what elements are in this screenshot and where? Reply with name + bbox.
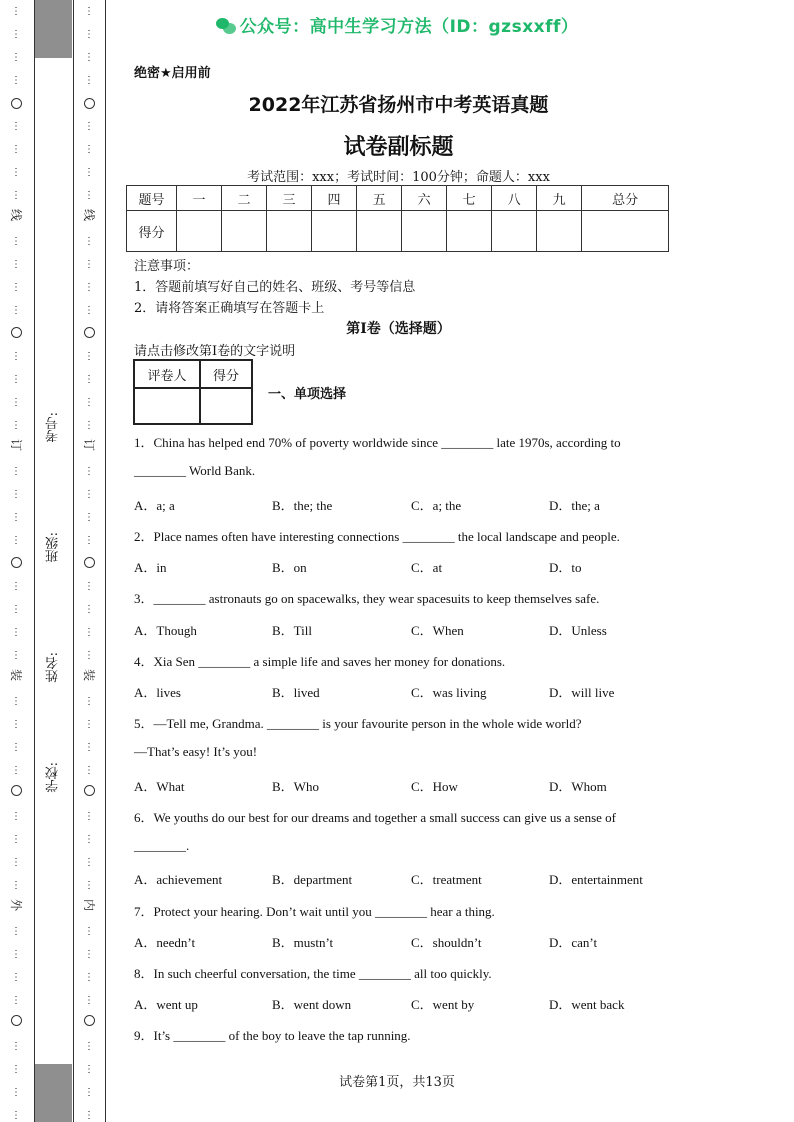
score-header-cell: 总分 (582, 186, 669, 211)
binding-circle (84, 98, 95, 109)
binding-dot: ⋮ (11, 719, 21, 730)
score-header-cell: 题号 (127, 186, 177, 211)
binding-dot: ⋮ (11, 857, 21, 868)
option-d[interactable]: D．entertainment (549, 872, 643, 887)
question-text: 7．Protect your hearing. Don’t wait until you ________ hear a thing. (134, 904, 495, 919)
binding-dot: ⋮ (84, 259, 94, 270)
binding-dot: ⋮ (11, 374, 21, 385)
option-b[interactable]: B．Till (272, 623, 312, 638)
option-b[interactable]: B．lived (272, 685, 320, 700)
binding-dot: ⋮ (11, 811, 21, 822)
score-cell (312, 211, 357, 252)
binding-dot: ⋮ (11, 6, 21, 17)
option-d[interactable]: D．Whom (549, 779, 607, 794)
option-c[interactable]: C．was living (411, 685, 487, 700)
wechat-banner-text: 公众号：高中生学习方法（ID：gzsxxff） (239, 17, 579, 37)
binding-dot: ⋮ (84, 282, 94, 293)
binding-dot: ⋮ (11, 1064, 21, 1075)
binding-dot: ⋮ (11, 167, 21, 178)
binding-char: 装 (82, 668, 96, 681)
score-header-cell: 一 (177, 186, 222, 211)
binding-dot: ⋮ (84, 167, 94, 178)
binding-dot: ⋮ (11, 236, 21, 247)
question-text: 8．In such cheerful conversation, the time ________ all too quickly. (134, 966, 492, 981)
option-c[interactable]: C．at (411, 560, 443, 575)
binding-dot: ⋮ (11, 880, 21, 891)
score-cell (537, 211, 582, 252)
binding-dot: ⋮ (84, 512, 94, 523)
option-b[interactable]: B．mustn’t (272, 935, 334, 950)
binding-dot: ⋮ (84, 52, 94, 63)
binding-dot: ⋮ (11, 1110, 21, 1121)
binding-dot: ⋮ (84, 75, 94, 86)
option-c[interactable]: C．a; the (411, 498, 462, 513)
notes-item: 1．答题前填写好自己的姓名、班级、考号等信息 (134, 280, 416, 295)
page-subtitle: 试卷副标题 (343, 135, 454, 160)
binding-char: 线 (82, 208, 96, 221)
binding-dot: ⋮ (84, 581, 94, 592)
binding-dot: ⋮ (84, 627, 94, 638)
option-a[interactable]: A．in (134, 560, 167, 575)
binding-dot: ⋮ (11, 765, 21, 776)
score-cell (222, 211, 267, 252)
score-row-label: 得分 (127, 211, 177, 252)
binding-dot: ⋮ (84, 742, 94, 753)
option-a[interactable]: A．went up (134, 997, 198, 1012)
question-text: ________. (134, 838, 190, 853)
binding-dot: ⋮ (84, 535, 94, 546)
score-cell (267, 211, 312, 252)
binding-dot: ⋮ (84, 949, 94, 960)
binding-circle (11, 785, 22, 796)
question-text: 2．Place names often have interesting connections ________ the local landscape and people. (134, 529, 620, 544)
option-a[interactable]: A．needn’t (134, 935, 196, 950)
binding-dot: ⋮ (11, 29, 21, 40)
option-b[interactable]: B．department (272, 872, 353, 887)
page-footer: 试卷第1页，共13页 (339, 1075, 455, 1090)
binding-dot: ⋮ (11, 972, 21, 983)
binding-dot: ⋮ (84, 604, 94, 615)
option-b[interactable]: B．Who (272, 779, 319, 794)
question-text: 3．________ astronauts go on spacewalks, they wear spacesuits to keep themselves safe. (134, 591, 600, 606)
binding-dot: ⋮ (84, 489, 94, 500)
binding-dot: ⋮ (84, 880, 94, 891)
binding-dot: ⋮ (84, 926, 94, 937)
option-a[interactable]: A．Though (134, 623, 197, 638)
field-name: 姓名: (46, 652, 61, 683)
binding-dot: ⋮ (84, 29, 94, 40)
score-cell (177, 211, 222, 252)
question-text: 4．Xia Sen ________ a simple life and saves her money for donations. (134, 654, 506, 669)
binding-dot: ⋮ (11, 949, 21, 960)
binding-dot: ⋮ (84, 696, 94, 707)
score-header-cell: 八 (492, 186, 537, 211)
binding-dot: ⋮ (11, 512, 21, 523)
binding-char: 外 (9, 898, 23, 911)
binding-circle (84, 327, 95, 338)
question-text: 5．—Tell me, Grandma. ________ is your favourite person in the whole wide world? (134, 716, 582, 731)
binding-dot: ⋮ (11, 834, 21, 845)
binding-dot: ⋮ (84, 121, 94, 132)
score-header-cell: 四 (312, 186, 357, 211)
inner-binding-line (73, 0, 106, 1122)
question-text: 1．China has helped end 70% of poverty worldwide since ________ late 1970s, according to (134, 435, 621, 450)
option-a[interactable]: A．lives (134, 685, 181, 700)
option-d[interactable]: D．the; a (549, 498, 600, 513)
binding-circle (11, 327, 22, 338)
binding-dot: ⋮ (84, 650, 94, 661)
binding-circle (84, 785, 95, 796)
binding-circle (11, 557, 22, 568)
binding-dot: ⋮ (11, 420, 21, 431)
page-title: 2022年江苏省扬州市中考英语真题 (248, 94, 549, 116)
notes (134, 256, 415, 319)
binding-char: 订 (82, 438, 96, 451)
option-c[interactable]: C．shouldn’t (411, 935, 482, 950)
grader-cell (134, 388, 200, 424)
binding-dot: ⋮ (84, 834, 94, 845)
option-d[interactable]: D．went back (549, 997, 625, 1012)
wechat-banner (0, 12, 794, 37)
binding-dot: ⋮ (84, 144, 94, 155)
binding-dot: ⋮ (11, 581, 21, 592)
binding-dot: ⋮ (84, 995, 94, 1006)
binding-dot: ⋮ (84, 351, 94, 362)
binding-dot: ⋮ (84, 6, 94, 17)
binding-dot: ⋮ (84, 1110, 94, 1121)
binding-dot: ⋮ (11, 466, 21, 477)
score-header-cell: 七 (447, 186, 492, 211)
binding-dot: ⋮ (11, 742, 21, 753)
option-c[interactable]: C．treatment (411, 872, 482, 887)
score-table (126, 185, 669, 252)
binding-dot: ⋮ (84, 765, 94, 776)
binding-circle (84, 557, 95, 568)
binding-char: 装 (9, 668, 23, 681)
question-text: —That’s easy! It’s you! (134, 744, 258, 759)
score-header-cell: 三 (267, 186, 312, 211)
option-d[interactable]: D．to (549, 560, 582, 575)
binding-dot: ⋮ (84, 857, 94, 868)
option-d[interactable]: D．will live (549, 685, 615, 700)
binding-dot: ⋮ (11, 259, 21, 270)
score-cell (492, 211, 537, 252)
option-c[interactable]: C．When (411, 623, 464, 638)
outer-binding-line (0, 0, 32, 1122)
binding-dot: ⋮ (11, 650, 21, 661)
binding-dot: ⋮ (84, 236, 94, 247)
binding-dot: ⋮ (11, 144, 21, 155)
score-cell (447, 211, 492, 252)
binding-char: 线 (9, 208, 23, 221)
option-b[interactable]: B．went down (272, 997, 352, 1012)
score-cell (357, 211, 402, 252)
part-note: 请点击修改第I卷的文字说明 (134, 344, 296, 359)
grader-header: 评卷人 (134, 360, 200, 388)
grader-table (133, 359, 253, 425)
confidential-label: 绝密★启用前 (134, 66, 211, 81)
exam-info: 考试范围：xxx；考试时间：100分钟；命题人：xxx (247, 170, 550, 185)
binding-dot: ⋮ (11, 604, 21, 615)
binding-dot: ⋮ (11, 489, 21, 500)
binding-dot: ⋮ (84, 1087, 94, 1098)
notes-item: 2．请将答案正确填写在答题卡上 (134, 301, 325, 316)
binding-dot: ⋮ (84, 374, 94, 385)
binding-dot: ⋮ (11, 535, 21, 546)
question-text: 9．It’s ________ of the boy to leave the tap running. (134, 1028, 411, 1043)
binding-dot: ⋮ (11, 305, 21, 316)
binding-dot: ⋮ (84, 397, 94, 408)
binding-dot: ⋮ (11, 397, 21, 408)
score-header-cell: 九 (537, 186, 582, 211)
score-header-cell: 五 (357, 186, 402, 211)
score-header: 得分 (200, 360, 252, 388)
binding-dot: ⋮ (11, 75, 21, 86)
binding-dot: ⋮ (11, 995, 21, 1006)
option-a[interactable]: A．achievement (134, 872, 223, 887)
binding-dot: ⋮ (11, 627, 21, 638)
option-d[interactable]: D．can’t (549, 935, 598, 950)
binding-dot: ⋮ (84, 420, 94, 431)
binding-circle (11, 98, 22, 109)
binding-dot: ⋮ (84, 972, 94, 983)
option-c[interactable]: C．How (411, 779, 458, 794)
field-exam-number: 考号: (46, 412, 61, 443)
score-cell (582, 211, 669, 252)
binding-dot: ⋮ (11, 1087, 21, 1098)
notes-heading: 注意事项： (134, 259, 200, 274)
section-title: 一、单项选择 (268, 387, 347, 402)
option-d[interactable]: D．Unless (549, 623, 607, 638)
score-header-cell: 二 (222, 186, 267, 211)
binding-circle (84, 1015, 95, 1026)
binding-dot: ⋮ (11, 1041, 21, 1052)
binding-dot: ⋮ (84, 190, 94, 201)
binding-dot: ⋮ (84, 811, 94, 822)
field-class: 班级: (46, 532, 61, 563)
binding-dot: ⋮ (84, 1064, 94, 1075)
option-b[interactable]: B．the; the (272, 498, 333, 513)
binding-dot: ⋮ (84, 305, 94, 316)
binding-char: 内 (82, 898, 96, 911)
question-text: ________ World Bank. (134, 463, 256, 478)
binding-dot: ⋮ (11, 351, 21, 362)
binding-dot: ⋮ (11, 696, 21, 707)
question-text: 6．We youths do our best for our dreams and together a small success can give us a sense of (134, 810, 616, 825)
binding-circle (11, 1015, 22, 1026)
option-a[interactable]: A．a; a (134, 498, 175, 513)
binding-dot: ⋮ (11, 926, 21, 937)
binding-dot: ⋮ (84, 466, 94, 477)
score-header-cell: 六 (402, 186, 447, 211)
score-cell (402, 211, 447, 252)
binding-dot: ⋮ (11, 52, 21, 63)
binding-dot: ⋮ (84, 719, 94, 730)
option-b[interactable]: B．on (272, 560, 307, 575)
binding-dot: ⋮ (11, 282, 21, 293)
field-school: 学校: (46, 762, 61, 793)
binding-char: 订 (9, 438, 23, 451)
binding-dot: ⋮ (11, 121, 21, 132)
binding-dot: ⋮ (11, 190, 21, 201)
part-title: 第I卷（选择题） (346, 321, 451, 337)
option-c[interactable]: C．went by (411, 997, 475, 1012)
binding-dot: ⋮ (84, 1041, 94, 1052)
option-a[interactable]: A．What (134, 779, 185, 794)
wechat-icon (216, 18, 236, 34)
grader-score-cell (200, 388, 252, 424)
